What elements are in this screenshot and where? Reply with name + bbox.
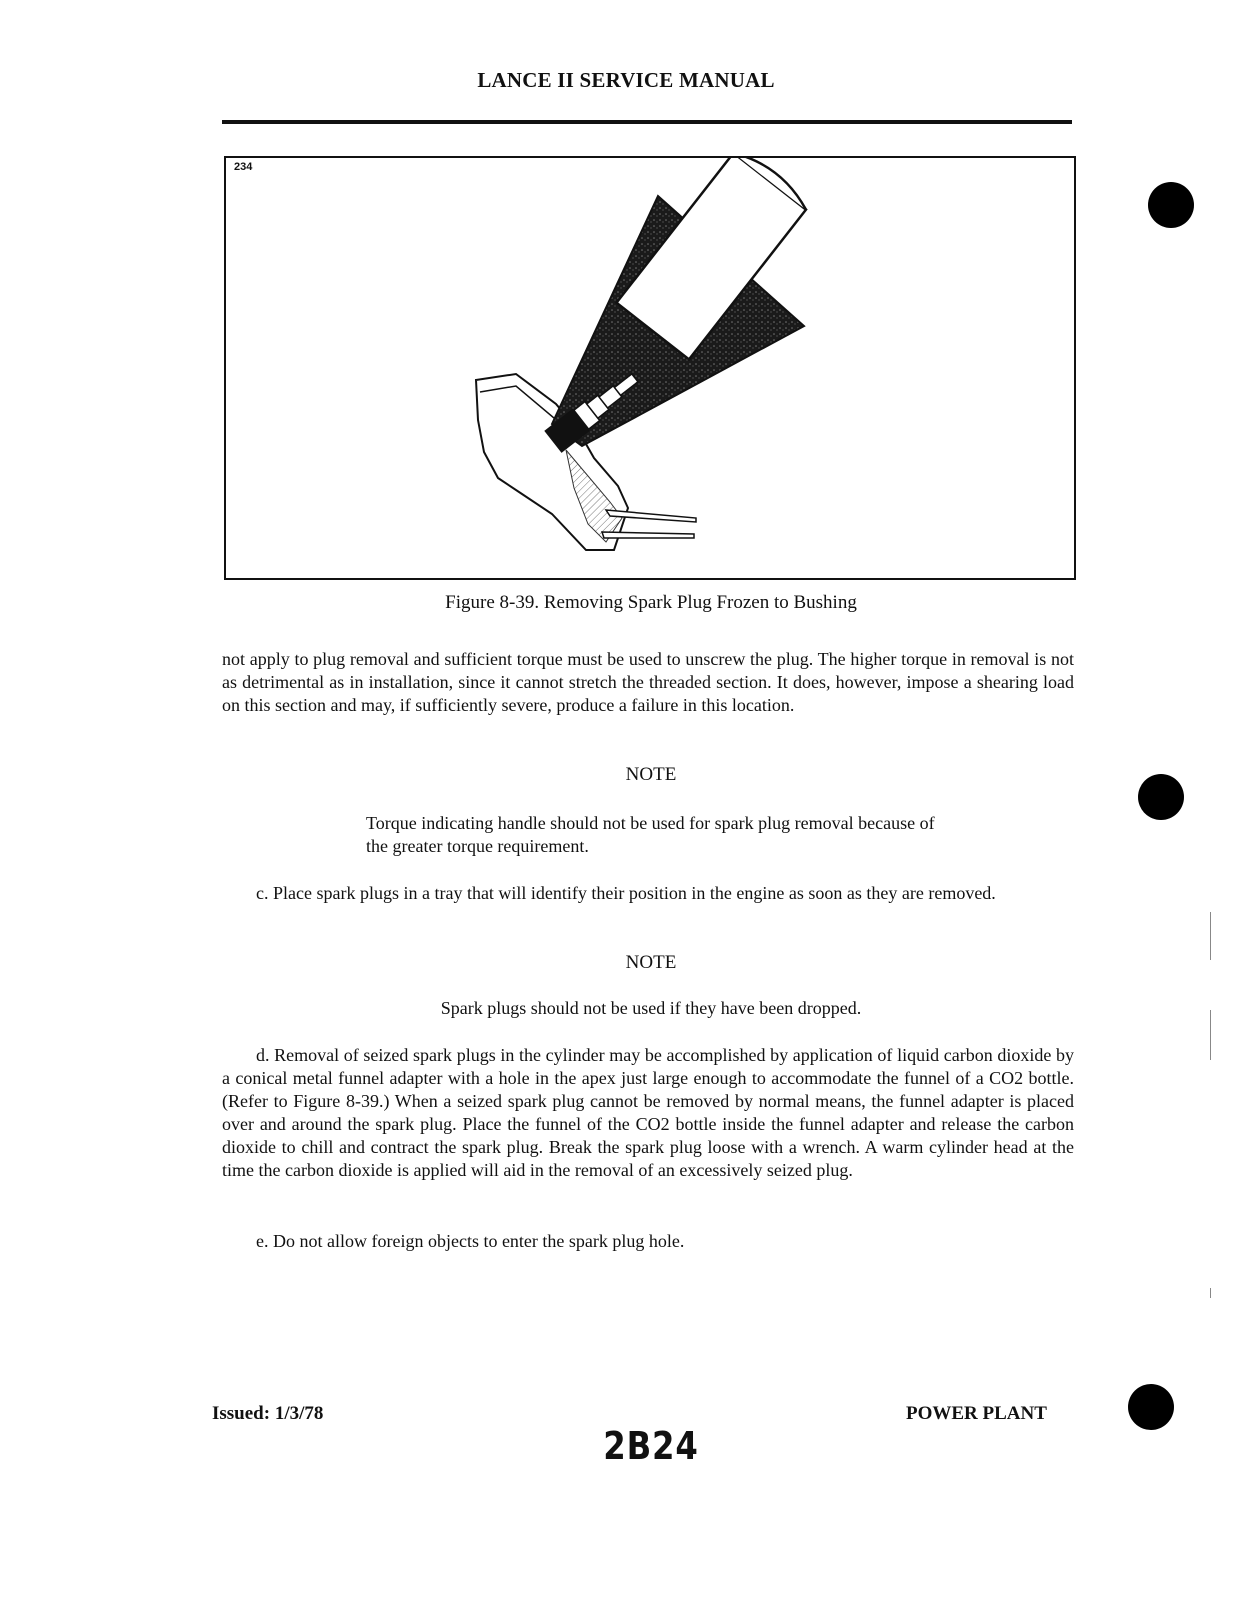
cooling-fin-lower [602,532,694,538]
scan-artifact [1210,912,1211,960]
note-heading: NOTE [625,764,677,785]
binder-hole-top [1148,182,1194,228]
note-heading: NOTE [625,952,677,973]
binder-hole-bottom [1128,1384,1174,1430]
issued-date: Issued: 1/3/78 [212,1403,324,1424]
note-text: Spark plugs should not be used if they have been dropped. [440,998,862,1018]
header-rule [222,120,1072,124]
step-c: c. Place spark plugs in a tray that will identify their position in the engine as soon as they are removed. [256,883,996,903]
note-text: Torque indicating handle should not be used for spark plug removal because of the greater torque requirement. [366,813,935,856]
figure-8-39 [224,156,1076,580]
scan-artifact [1210,1010,1211,1060]
figure-number: 234 [234,161,253,173]
step-e: e. Do not allow foreign objects to enter the spark plug hole. [256,1231,685,1251]
section-name: POWER PLANT [906,1403,1047,1424]
microfiche-page-code: 2B24 [603,1424,699,1468]
manual-title: LANCE II SERVICE MANUAL [477,68,775,92]
step-d: d. Removal of seized spark plugs in the cylinder may be accomplished by application of liquid carbon dioxide by a conical metal funnel adapter with a hole in the apex just large enough to accommodate the funnel of a CO2 bottle. (Refer to Figure 8-39.) When a seized spark plug cannot be removed by normal means, the funnel adapter is placed over and around the spark plug. Place the funnel of the CO2 bottle inside the funnel adapter and release the carbon dioxide to chill and contract the spark plug. Break the spark plug loose with a wrench. A warm cylinder head at the time the carbon dioxide is applied will aid in the removal of an excessively seized plug. [222,1045,1074,1180]
continued-paragraph: not apply to plug removal and sufficient torque must be used to unscrew the plug. The higher torque in removal is not as detrimental as in installation, since it cannot stretch the threaded section. It does, however, impose a shearing load on this section and may, if sufficiently severe, produce a failure in this location. [222,649,1074,715]
figure-caption: Figure 8-39. Removing Spark Plug Frozen to Bushing [445,592,857,613]
scan-artifact [1210,1288,1211,1298]
binder-hole-middle [1138,774,1184,820]
spark-plug-co2-illustration [226,158,1074,578]
